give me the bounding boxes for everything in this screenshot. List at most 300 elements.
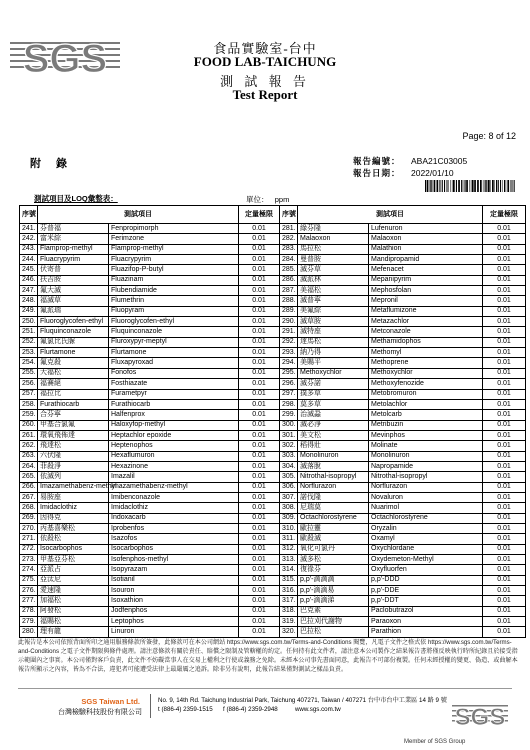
row-number: 257. [20, 389, 38, 399]
item-name-cn: 復祿芬 [298, 565, 369, 575]
loq-value: 0.01 [239, 337, 280, 347]
item-name-en: Lufenuron [369, 224, 483, 234]
barcode-bar [456, 180, 457, 192]
item-name-cn: 巴拉松 [298, 627, 369, 637]
footer-company-en: SGS Taiwan Ltd. [81, 697, 140, 706]
item-name-en: Oxyfluorfen [369, 565, 483, 575]
item-name-cn: 芬普福 [38, 224, 109, 234]
row-number: 242. [20, 234, 38, 244]
table-row [20, 534, 526, 544]
item-name-cn: 稻得壯 [298, 441, 369, 451]
footer-phone: t (886-4) 2359-1515 [158, 706, 213, 713]
table-row [20, 472, 526, 482]
row-number: 298. [280, 399, 298, 409]
table-row [20, 492, 526, 502]
item-name-en: Halfenprox [109, 410, 239, 420]
barcode-bar [434, 180, 436, 192]
item-name-en: Octachlorostyrene [369, 513, 483, 523]
item-name-en: Mephosfolan [369, 286, 483, 296]
item-name-en: Metconazole [369, 327, 483, 337]
row-number: 276. [20, 586, 38, 596]
loq-value: 0.01 [239, 286, 280, 296]
item-name-en: Oxychlordane [369, 544, 483, 554]
loq-value: 0.01 [239, 296, 280, 306]
loq-value: 0.01 [483, 627, 526, 637]
row-number: 265. [20, 472, 38, 482]
item-name-cn: 菲殺淨 [38, 461, 109, 471]
loq-value: 0.01 [483, 399, 526, 409]
item-name-cn: 六伏隆 [38, 451, 109, 461]
table-row [20, 513, 526, 523]
col-loq-header: 定量極限 [483, 206, 526, 224]
row-number: 255. [20, 368, 38, 378]
row-number: 305. [280, 472, 298, 482]
item-name-en: Methoxychlor [369, 368, 483, 378]
loq-value: 0.01 [483, 286, 526, 296]
row-number: 311. [280, 534, 298, 544]
loq-value: 0.01 [483, 513, 526, 523]
report-no-label: 報告編號： [353, 156, 401, 166]
item-name-en: Methoxyfenozide [369, 379, 483, 389]
barcode-bar [430, 180, 431, 192]
barcode-bar [452, 180, 453, 192]
loq-value: 0.01 [483, 503, 526, 513]
item-name-cn: Flurtamone [38, 348, 109, 358]
barcode-bar [492, 180, 494, 192]
table-row [20, 358, 526, 368]
loq-value: 0.01 [483, 327, 526, 337]
loq-value: 0.01 [239, 306, 280, 316]
item-name-cn: 滅必淨 [298, 420, 369, 430]
barcode-bar [446, 180, 447, 192]
table-row [20, 565, 526, 575]
row-number: 309. [280, 513, 298, 523]
loq-value: 0.01 [239, 596, 280, 606]
row-number: 275. [20, 575, 38, 585]
loq-value: 0.01 [239, 317, 280, 327]
footer-fax: f (886-4) 2359-2948 [223, 706, 278, 713]
row-number: 287. [280, 286, 298, 296]
loq-value: 0.01 [483, 555, 526, 565]
loq-value: 0.01 [239, 586, 280, 596]
barcode-bar [485, 180, 486, 192]
loq-value: 0.01 [239, 565, 280, 575]
item-name-cn: Fluacrypyrim [38, 255, 109, 265]
item-name-cn: 合芬寧 [38, 410, 109, 420]
item-name-en: Isopyrazam [109, 565, 239, 575]
item-name-cn: 甲基合氯氟 [38, 420, 109, 430]
loq-value: 0.01 [483, 575, 526, 585]
table-row [20, 617, 526, 627]
row-number: 290. [280, 317, 298, 327]
item-name-en: Oxamyl [369, 534, 483, 544]
item-name-en: Methomyl [369, 348, 483, 358]
row-number: 266. [20, 482, 38, 492]
barcode-bar [474, 180, 476, 192]
item-name-cn: 尼瑞莫 [298, 503, 369, 513]
item-name-en: Paclobutrazol [369, 606, 483, 616]
table-row [20, 244, 526, 254]
barcode-bar [461, 180, 462, 192]
table-row [20, 337, 526, 347]
row-number: 279. [20, 617, 38, 627]
item-name-cn: p,p'-滴滴滴 [298, 575, 369, 585]
lab-name-en: FOOD LAB-TAICHUNG [193, 54, 337, 69]
item-name-en: Fluazifop-P-butyl [109, 265, 239, 275]
row-number: 285. [280, 265, 298, 275]
row-number: 264. [20, 461, 38, 471]
table-row [20, 224, 526, 234]
item-name-cn: 綠芬隆 [298, 224, 369, 234]
row-number: 247. [20, 286, 38, 296]
barcode-bar [496, 180, 497, 192]
item-name-cn: 丙基喜樂松 [38, 523, 109, 533]
item-name-cn: 美賜平 [298, 358, 369, 368]
item-name-en: Fluquinconazole [109, 327, 239, 337]
loq-value: 0.01 [239, 482, 280, 492]
loq-value: 0.01 [483, 317, 526, 327]
item-name-cn: 諾伐隆 [298, 492, 369, 502]
item-name-cn: 滅特座 [298, 327, 369, 337]
row-number: 314. [280, 565, 298, 575]
table-row [20, 544, 526, 554]
item-name-cn: 易胺座 [38, 492, 109, 502]
item-name-en: Methamidophos [369, 337, 483, 347]
barcode-bar [480, 180, 482, 192]
loq-value: 0.01 [239, 534, 280, 544]
row-number: 306. [280, 482, 298, 492]
barcode-bar [466, 180, 468, 192]
item-name-en: Linuron [109, 627, 239, 637]
item-name-en: Parathion [369, 627, 483, 637]
item-name-cn: 治滅蝨 [298, 410, 369, 420]
item-name-cn: Fluoroglycofen-ethyl [38, 317, 109, 327]
table-row [20, 586, 526, 596]
loq-value: 0.01 [239, 627, 280, 637]
table-row [20, 255, 526, 265]
disclaimer-text: 此報告是本公司依照背面所印之通用服務條款所簽發，此條款可在本公司網站 https://www.sgs.com.tw/Terms-and-Conditions 閱覽，凡電子文件之格式依 https://www.sgs.com.tw/Terms-and-Conditions 之電子文件期限與條件處理。請注意條款有關於責任、賠償之限制及管轄權的約定。任何持有此文件者，請注意本公司製作之結果報告書將僅反映執行時所紀錄且於接受指示範圍內之事實。本公司僅對客戶負責，此文件不妨礙當事人在交易上權利之行使或義務之免除。未經本公司事先書面同意，此報告不可部份複製。任何未經授權的變更、偽造、或曲解本報告所顯示之內容，皆為不合法，違犯者可能遭受法律上最嚴厲之追訴。除非另有說明，此報告結果僅對測試之樣品負責。 [18, 639, 518, 673]
item-name-cn: 環氧飛佈達 [38, 430, 109, 440]
loq-value: 0.01 [483, 523, 526, 533]
item-name-cn: Norflurazon [298, 482, 369, 492]
item-name-en: Flurtamone [109, 348, 239, 358]
footer-web[interactable]: www.sgs.com.tw [294, 706, 341, 713]
item-name-cn: 亞派占 [38, 565, 109, 575]
footer-company-cn: 台灣檢驗科技股份有限公司 [58, 709, 142, 716]
loq-value: 0.01 [239, 575, 280, 585]
appendix-heading: 附 錄 [30, 158, 74, 170]
item-name-en: Fluoroglycofen-ethyl [109, 317, 239, 327]
item-name-en: Jodfenphos [109, 606, 239, 616]
item-name-en: Fonofos [109, 368, 239, 378]
barcode-bar [514, 180, 515, 192]
item-name-en: Fluazinam [109, 275, 239, 285]
barcode-bar [504, 180, 505, 192]
item-name-cn: 福賽絕 [38, 379, 109, 389]
barcode-bar [458, 180, 460, 192]
barcode-bar [437, 180, 439, 192]
table-row [20, 596, 526, 606]
row-number: 272. [20, 544, 38, 554]
footer-address: No. 9, 14th Rd. Taichung Industrial Park, Taichung 407271, Taiwan / 407271 台中市台中工業區 14 路 9 號 [158, 697, 447, 704]
table-row [20, 410, 526, 420]
table-row [20, 348, 526, 358]
item-name-cn: 達馬松 [298, 337, 369, 347]
row-number: 246. [20, 275, 38, 285]
item-name-en: Fluacrypyrim [109, 255, 239, 265]
item-name-cn: 伏寄普 [38, 265, 109, 275]
row-number: 261. [20, 430, 38, 440]
table-row [20, 420, 526, 430]
row-number: 307. [280, 492, 298, 502]
item-name-cn: Flamprop-methyl [38, 244, 109, 254]
loq-value: 0.01 [239, 420, 280, 430]
barcode-bar [439, 180, 440, 192]
item-name-cn: 滅芬諾 [298, 379, 369, 389]
table-row [20, 555, 526, 565]
item-name-en: Nuarimol [369, 503, 483, 513]
item-name-en: Haloxyfop-methyl [109, 420, 239, 430]
item-name-cn: 理有龍 [38, 627, 109, 637]
item-name-cn: 滅派林 [298, 275, 369, 285]
unit-label: 單位： ppm [246, 195, 290, 204]
row-number: 243. [20, 244, 38, 254]
row-number: 300. [280, 420, 298, 430]
loq-value: 0.01 [483, 296, 526, 306]
row-number: 252. [20, 337, 38, 347]
barcode-bar [477, 180, 479, 192]
item-name-cn: 阿發松 [38, 606, 109, 616]
row-number: 284. [280, 255, 298, 265]
table-row [20, 399, 526, 409]
report-title-en: Test Report [232, 87, 298, 102]
row-number: 283. [280, 244, 298, 254]
loq-value: 0.01 [483, 234, 526, 244]
item-name-en: Molinate [369, 441, 483, 451]
item-name-en: Flubendiamide [109, 286, 239, 296]
row-number: 256. [20, 379, 38, 389]
item-name-en: Heptachlor epoxide [109, 430, 239, 440]
loq-value: 0.01 [239, 441, 280, 451]
row-number: 288. [280, 296, 298, 306]
report-title-cn: 測 試 報 告 [220, 74, 310, 89]
item-name-en: Imazamethabenz-methyl [109, 482, 239, 492]
table-row [20, 430, 526, 440]
item-name-cn: Octachlorostyrene [298, 513, 369, 523]
table-row [20, 327, 526, 337]
row-number: 244. [20, 255, 38, 265]
item-name-cn: 亞汰尼 [38, 575, 109, 585]
item-name-en: Imibenconazole [109, 492, 239, 502]
row-number: 251. [20, 327, 38, 337]
table-title: 測試項目及LOQ彙整表： [34, 194, 118, 203]
barcode-bar [447, 180, 448, 192]
item-name-cn: 馬拉松 [298, 244, 369, 254]
table-row [20, 368, 526, 378]
item-name-cn: p,p'-滴滴易 [298, 586, 369, 596]
item-name-en: Monolinuron [369, 451, 483, 461]
col-item-header: 測試項目 [38, 206, 239, 224]
loq-value: 0.01 [239, 472, 280, 482]
table-row [20, 627, 526, 637]
item-name-en: p,p'-DDT [369, 596, 483, 606]
item-name-cn: Monolinuron [298, 451, 369, 461]
item-name-en: Mevinphos [369, 430, 483, 440]
row-number: 262. [20, 441, 38, 451]
row-number: 248. [20, 296, 38, 306]
item-name-cn: 歐拉靈 [298, 523, 369, 533]
loq-value: 0.01 [483, 461, 526, 471]
row-number: 260. [20, 420, 38, 430]
loq-value: 0.01 [483, 368, 526, 378]
row-number: 295. [280, 368, 298, 378]
loq-value: 0.01 [239, 234, 280, 244]
barcode-bar [498, 180, 499, 192]
barcode-bar [463, 180, 464, 192]
item-name-cn: 氟大滅 [38, 286, 109, 296]
loq-value: 0.01 [483, 430, 526, 440]
row-number: 254. [20, 358, 38, 368]
table-row [20, 606, 526, 616]
item-name-en: Isofenphos-methyl [109, 555, 239, 565]
item-name-en: Napropamide [369, 461, 483, 471]
loq-value: 0.01 [239, 244, 280, 254]
loq-value: 0.01 [483, 265, 526, 275]
barcode-bar [453, 180, 455, 192]
row-number: 250. [20, 317, 38, 327]
row-number: 313. [280, 555, 298, 565]
row-number: 292. [280, 337, 298, 347]
footer-member: Member of SGS Group [404, 739, 466, 745]
item-name-en: Mefenacet [369, 265, 483, 275]
barcode-bar [471, 180, 472, 192]
row-number: 293. [280, 348, 298, 358]
loq-value: 0.01 [239, 544, 280, 554]
item-name-cn: 飛達松 [38, 441, 109, 451]
loq-value: 0.01 [239, 399, 280, 409]
table-row [20, 461, 526, 471]
item-name-cn: 氟派瑞 [38, 306, 109, 316]
row-number: 312. [280, 544, 298, 554]
item-name-cn: 滅芬草 [298, 265, 369, 275]
loq-value: 0.01 [483, 306, 526, 316]
item-name-en: Oxydemeton-Methyl [369, 555, 483, 565]
item-name-en: Fluroxypyr-meptyl [109, 337, 239, 347]
barcode-bar [469, 180, 470, 192]
loq-value: 0.01 [239, 617, 280, 627]
item-name-en: Fluxapyroxad [109, 358, 239, 368]
item-name-cn: 甲基亞芬松 [38, 555, 109, 565]
loq-value: 0.01 [239, 606, 280, 616]
item-name-en: Ferimzone [109, 234, 239, 244]
row-number: 263. [20, 451, 38, 461]
item-name-en: Furathiocarb [109, 399, 239, 409]
loq-value: 0.01 [483, 420, 526, 430]
barcode-bar [511, 180, 512, 192]
loq-value: 0.01 [483, 379, 526, 389]
row-number: 296. [280, 379, 298, 389]
item-name-en: Fosthiazate [109, 379, 239, 389]
item-name-cn: 歐殺滅 [298, 534, 369, 544]
item-name-en: Methoprene [369, 358, 483, 368]
item-name-cn: Fluquinconazole [38, 327, 109, 337]
loq-value: 0.01 [483, 544, 526, 554]
lab-name-cn: 食品實驗室-台中 [213, 41, 317, 56]
barcode-bar [431, 180, 432, 192]
item-name-cn: 莫多草 [298, 399, 369, 409]
item-name-cn: 富米綜 [38, 234, 109, 244]
item-name-en: Iprobenfos [109, 523, 239, 533]
loq-value: 0.01 [483, 255, 526, 265]
item-name-cn: Imidaclothiz [38, 503, 109, 513]
loq-value: 0.01 [483, 586, 526, 596]
row-number: 268. [20, 503, 38, 513]
loq-value: 0.01 [483, 441, 526, 451]
page-number: Page: 8 of 12 [462, 131, 516, 141]
table-row [20, 286, 526, 296]
item-name-en: Imazalil [109, 472, 239, 482]
item-name-cn: 依滅列 [38, 472, 109, 482]
item-name-en: Metazachlor [369, 317, 483, 327]
item-name-cn: 大福松 [38, 368, 109, 378]
loq-value: 0.01 [239, 523, 280, 533]
row-number: 241. [20, 224, 38, 234]
row-number: 294. [280, 358, 298, 368]
item-name-cn: Nitrothal-isopropyl [298, 472, 369, 482]
item-name-cn: 巴拉刈代謝物 [298, 617, 369, 627]
item-name-en: Isotianil [109, 575, 239, 585]
table-row [20, 265, 526, 275]
row-number: 282. [280, 234, 298, 244]
table-row [20, 306, 526, 316]
row-number: 301. [280, 430, 298, 440]
barcode-bar [513, 180, 514, 192]
item-name-cn: 滅落脫 [298, 461, 369, 471]
footer-address-block [158, 696, 447, 714]
item-name-cn: 福賜松 [38, 617, 109, 627]
loq-value: 0.01 [483, 224, 526, 234]
item-name-cn: Malaoxon [298, 234, 369, 244]
loq-value: 0.01 [239, 492, 280, 502]
item-name-cn: 滅多松 [298, 555, 369, 565]
row-number: 319. [280, 617, 298, 627]
row-number: 318. [280, 606, 298, 616]
table-header-row [20, 206, 526, 224]
loq-value: 0.01 [483, 451, 526, 461]
item-name-en: Imidaclothiz [109, 503, 239, 513]
item-name-en: Metribuzin [369, 420, 483, 430]
item-name-en: Novaluron [369, 492, 483, 502]
row-number: 289. [280, 306, 298, 316]
loq-value: 0.01 [239, 327, 280, 337]
col-item-header: 測試項目 [298, 206, 483, 224]
item-name-cn: 曼普胺 [298, 255, 369, 265]
item-name-en: Norflurazon [369, 482, 483, 492]
loq-value: 0.01 [239, 451, 280, 461]
barcode-bar [506, 180, 507, 192]
barcode-bar [507, 180, 509, 192]
loq-value: 0.01 [239, 513, 280, 523]
loq-value: 0.01 [483, 358, 526, 368]
loq-value: 0.01 [239, 410, 280, 420]
row-number: 274. [20, 565, 38, 575]
loq-value: 0.01 [239, 555, 280, 565]
report-date: 2022/01/10 [411, 168, 454, 178]
row-number: 259. [20, 410, 38, 420]
table-row [20, 296, 526, 306]
table-row [20, 389, 526, 399]
row-number: 245. [20, 265, 38, 275]
